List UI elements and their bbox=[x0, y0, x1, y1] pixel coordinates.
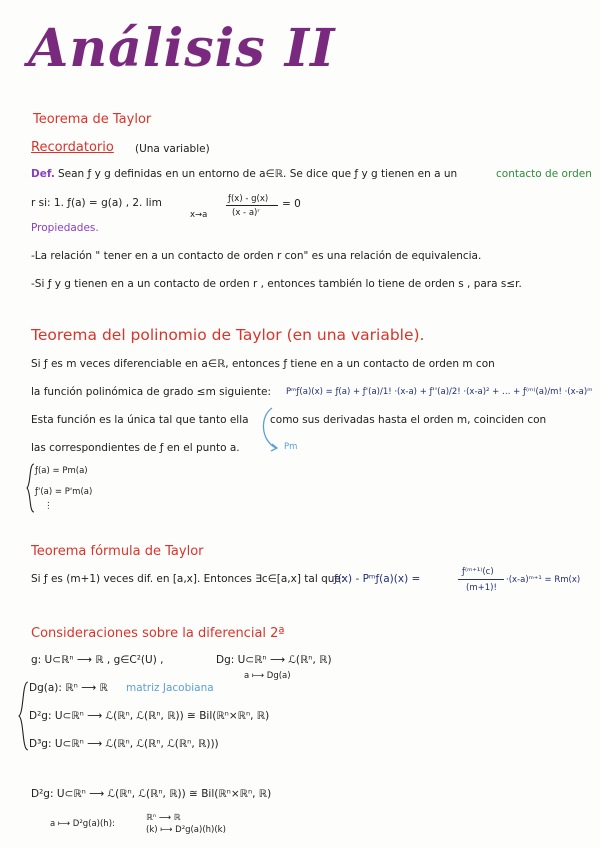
una-variable-note: (Una variable) bbox=[135, 143, 210, 155]
brace-line-1: Dg(a): ℝⁿ ⟶ ℝ bbox=[29, 682, 108, 694]
brace-line-3: D³g: U⊂ℝⁿ ⟶ ℒ(ℝⁿ, ℒ(ℝⁿ, ℒ(ℝⁿ, ℝ))) bbox=[29, 738, 219, 750]
def-label: Def. bbox=[31, 168, 55, 180]
dg-definition: Dg: U⊂ℝⁿ ⟶ ℒ(ℝⁿ, ℝ) bbox=[216, 654, 332, 666]
def-line2: r si: 1. ƒ(a) = g(a) , 2. lim bbox=[31, 197, 162, 209]
system-dots: ⋮ bbox=[44, 501, 53, 511]
brace-line-2: D²g: U⊂ℝⁿ ⟶ ℒ(ℝⁿ, ℒ(ℝⁿ, ℝ)) ≅ Bil(ℝⁿ×ℝⁿ, ℝ) bbox=[29, 710, 270, 722]
s3-line: Si ƒ es (m+1) veces dif. en [a,x]. Entonces ∃c∈[a,x] tal que: bbox=[31, 573, 345, 585]
s3-frac-den: (m+1)! bbox=[466, 583, 497, 593]
def-lim-sub: x→a bbox=[190, 210, 208, 220]
prop-2: -Si ƒ y g tienen en a un contacto de orden r , entonces también lo tiene de orden s , para s≤r. bbox=[31, 278, 522, 290]
d2g-map-target: ℝⁿ ⟶ ℝ bbox=[146, 813, 181, 823]
page-title: Análisis II bbox=[28, 18, 336, 79]
def-eq0: = 0 bbox=[282, 198, 301, 210]
d2g-definition: D²g: U⊂ℝⁿ ⟶ ℒ(ℝⁿ, ℒ(ℝⁿ, ℝ)) ≅ Bil(ℝⁿ×ℝⁿ, ℝ) bbox=[31, 788, 272, 800]
def-frac-num: ƒ(x) - g(x) bbox=[228, 194, 269, 204]
s2-line3a: Esta función es la única tal que tanto ella bbox=[31, 414, 249, 426]
s2-line3b: como sus derivadas hasta el orden m, coinciden con bbox=[270, 414, 547, 426]
heading-diferencial-2: Consideraciones sobre la diferencial 2ª bbox=[31, 626, 285, 641]
system-eq-2: ƒ'(a) = P'm(a) bbox=[35, 487, 93, 497]
system-eq-1: ƒ(a) = Pm(a) bbox=[35, 466, 88, 476]
d2g-map: a ⟼ D²g(a)(h): bbox=[50, 819, 115, 829]
def-text: Sean ƒ y g definidas en un entorno de a∈ℝ. Se dice que ƒ y g tienen en a un bbox=[58, 168, 458, 180]
propiedades-label: Propiedades. bbox=[31, 222, 99, 234]
s3-formula-tail: ·(x-a)ᵐ⁺¹ = Rm(x) bbox=[506, 575, 581, 585]
s3-frac-num: ƒ⁽ᵐ⁺¹⁾(c) bbox=[462, 567, 494, 577]
def-frac-den: (x - a)ʳ bbox=[232, 208, 260, 218]
g-definition: g: U⊂ℝⁿ ⟶ ℝ , g∈C²(U) , bbox=[31, 654, 164, 666]
s2-line1: Si ƒ es m veces diferenciable en a∈ℝ, entonces ƒ tiene en a un contacto de orden m con bbox=[31, 358, 495, 370]
dg-map: a ⟼ Dg(a) bbox=[244, 671, 291, 681]
def-contacto-orden: contacto de orden bbox=[496, 168, 592, 180]
pm-label: Pm bbox=[284, 442, 298, 452]
s3-frac-bar bbox=[458, 579, 504, 580]
recordatorio-label: Recordatorio bbox=[31, 140, 114, 155]
s2-line2: la función polinómica de grado ≤m siguiente: bbox=[31, 386, 272, 398]
prop-1: -La relación " tener en a un contacto de orden r con" es una relación de equivalencia. bbox=[31, 250, 482, 262]
heading-formula-taylor: Teorema fórmula de Taylor bbox=[31, 544, 204, 559]
def-frac-bar bbox=[226, 205, 278, 206]
d2g-map-eval: (k) ⟼ D²g(a)(h)(k) bbox=[146, 825, 226, 835]
jacobian-note: matriz Jacobiana bbox=[126, 682, 214, 694]
heading-teorema-taylor: Teorema de Taylor bbox=[33, 112, 152, 127]
heading-polinomio-taylor: Teorema del polinomio de Taylor (en una variable). bbox=[31, 326, 425, 344]
taylor-polynomial-formula: Pᵐƒ(a)(x) = ƒ(a) + ƒ'(a)/1! ·(x-a) + ƒ''(a)/2! ·(x-a)² + … + ƒ⁽ᵐ⁾(a)/m! ·(x-a)ᵐ bbox=[286, 387, 593, 397]
s3-formula-left: ƒ(x) - Pᵐƒ(a)(x) = bbox=[334, 573, 421, 585]
s2-line4: las correspondientes de ƒ en el punto a. bbox=[31, 442, 240, 454]
